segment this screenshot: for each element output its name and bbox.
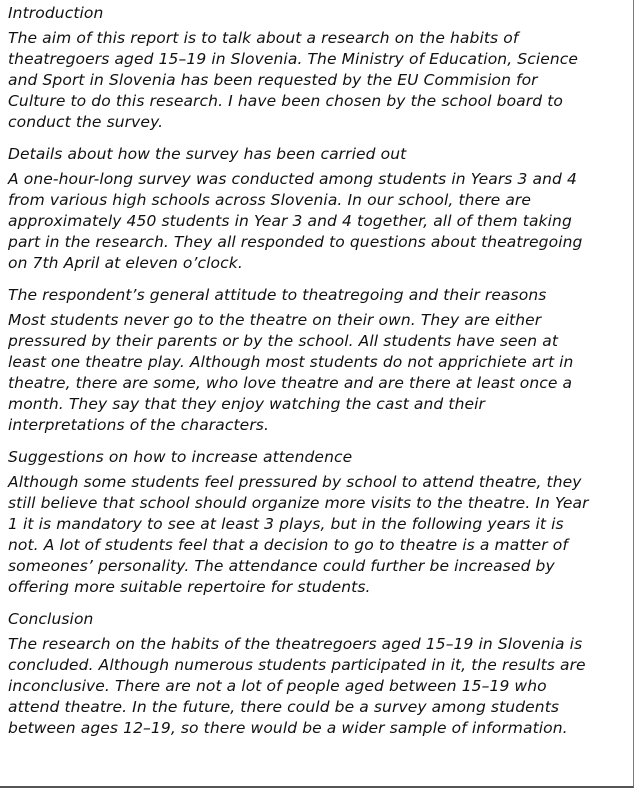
text-line: interpretations of the characters. [8, 416, 269, 434]
text-line: Although some students feel pressured by school to attend theatre, they [8, 473, 582, 491]
text-line: 1 it is mandatory to see at least 3 plays, but in the following years it is [8, 515, 564, 533]
text-line: offering more suitable repertoire for students. [8, 578, 371, 596]
text-line: theatregoers aged 15–19 in Slovenia. The Ministry of Education, Science [8, 50, 579, 68]
section-survey-details [8, 144, 632, 274]
section-suggestions [8, 447, 632, 598]
text-line: between ages 12–19, so there would be a wider sample of information. [8, 719, 568, 737]
text-line: not. A lot of students feel that a decision to go to theatre is a matter of [8, 536, 568, 554]
text-line: pressured by their parents or by the school. All students have seen at [8, 332, 558, 350]
text-line: on 7th April at eleven o’clock. [8, 254, 243, 272]
section-attitude [8, 285, 632, 436]
text-line: The research on the habits of the theatregoers aged 15–19 in Slovenia is [8, 635, 583, 653]
text-line: approximately 450 students in Year 3 and 4 together, all of them taking [8, 212, 572, 230]
section-heading: Introduction [8, 4, 104, 22]
section-paragraph [8, 472, 632, 598]
section-heading: Suggestions on how to increase attendence [8, 448, 353, 466]
text-line: conduct the survey. [8, 113, 164, 131]
report-document [8, 3, 632, 750]
text-line: Most students never go to the theatre on their own. They are either [8, 311, 542, 329]
text-line: Culture to do this research. I have been chosen by the school board to [8, 92, 563, 110]
section-conclusion [8, 609, 632, 739]
section-heading: Details about how the survey has been carried out [8, 145, 407, 163]
text-line: someones’ personality. The attendance could further be increased by [8, 557, 555, 575]
section-heading: The respondent’s general attitude to theatregoing and their reasons [8, 286, 547, 304]
section-paragraph [8, 310, 632, 436]
text-line: from various high schools across Slovenia. In our school, there are [8, 191, 532, 209]
section-paragraph [8, 634, 632, 739]
text-line: concluded. Although numerous students participated in it, the results are [8, 656, 586, 674]
section-paragraph [8, 169, 632, 274]
text-line: still believe that school should organize more visits to the theatre. In Year [8, 494, 589, 512]
text-line: theatre, there are some, who love theatre and are there at least once a [8, 374, 573, 392]
text-line: The aim of this report is to talk about a research on the habits of [8, 29, 519, 47]
section-introduction [8, 3, 632, 133]
text-line: month. They say that they enjoy watching the cast and their [8, 395, 486, 413]
text-line: inconclusive. There are not a lot of people aged between 15–19 who [8, 677, 547, 695]
text-line: least one theatre play. Although most students do not apprichiete art in [8, 353, 574, 371]
text-line: attend theatre. In the future, there could be a survey among students [8, 698, 560, 716]
section-heading: Conclusion [8, 610, 94, 628]
text-line: part in the research. They all responded to questions about theatregoing [8, 233, 583, 251]
text-line: A one-hour-long survey was conducted among students in Years 3 and 4 [8, 170, 577, 188]
text-line: and Sport in Slovenia has been requested by the EU Commision for [8, 71, 538, 89]
section-paragraph [8, 28, 632, 133]
